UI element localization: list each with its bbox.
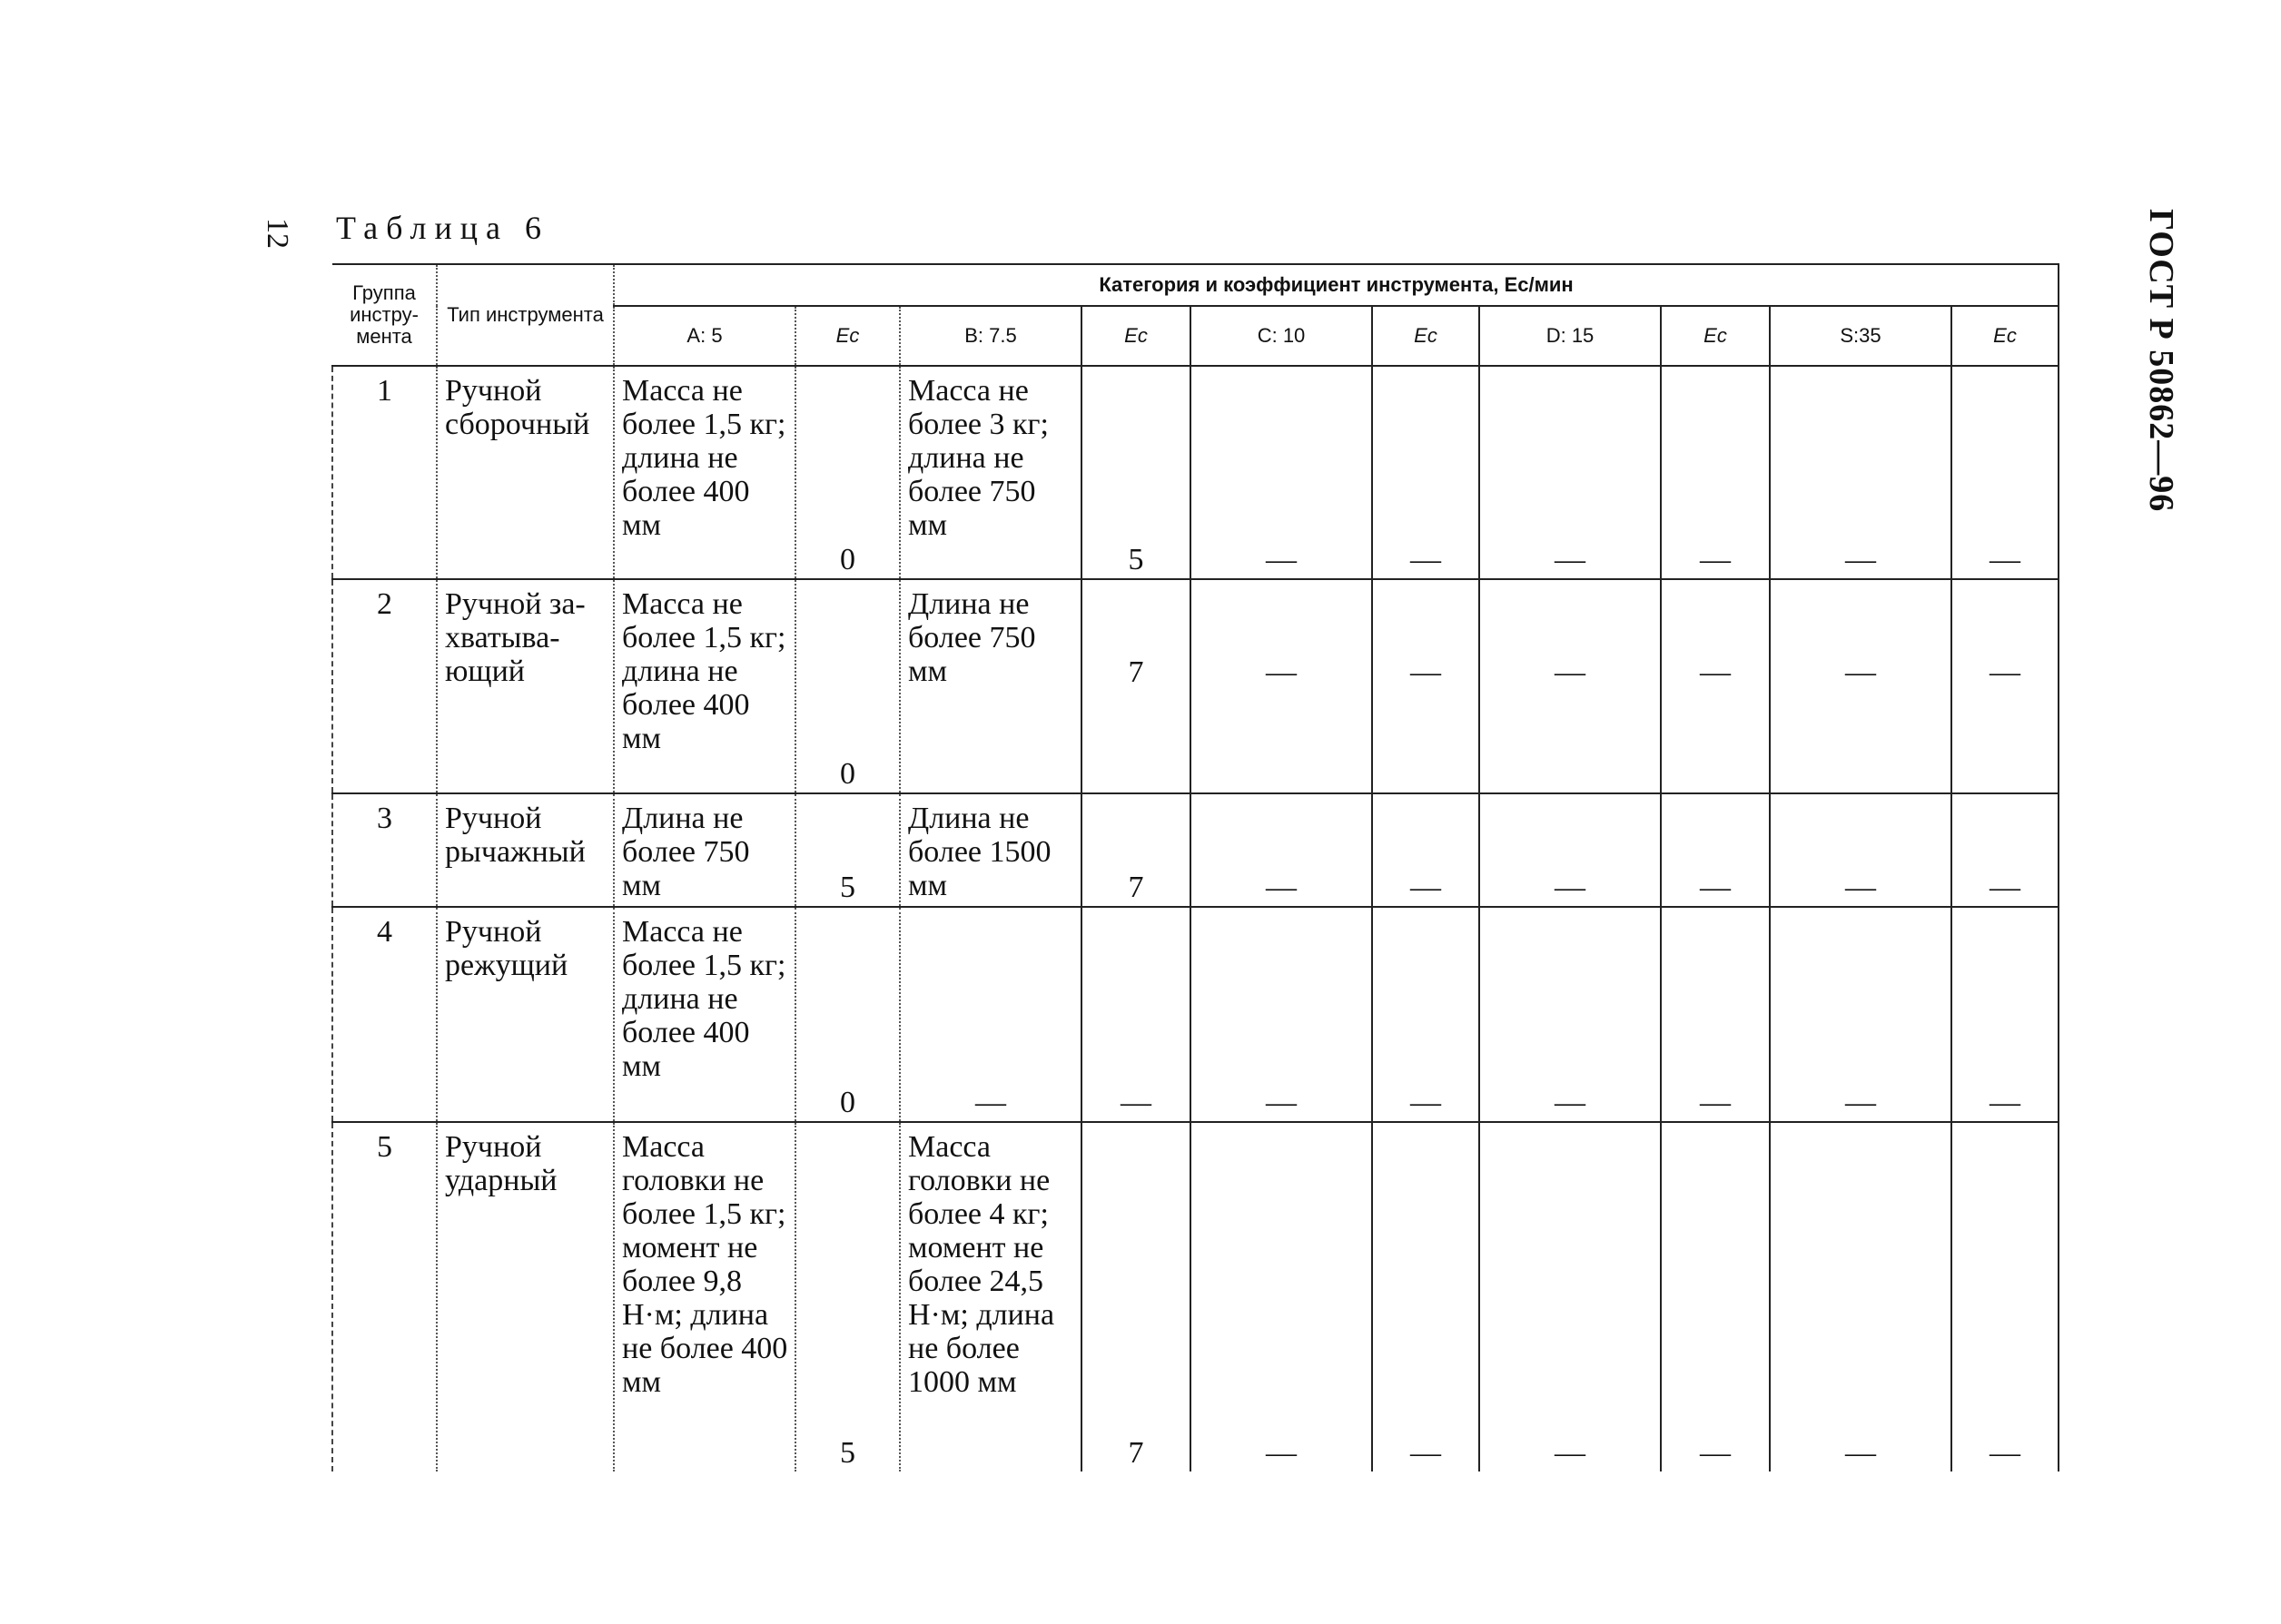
cell-coef-c: — <box>1372 907 1479 1122</box>
table-row <box>332 366 2059 579</box>
cell-coef-c: — <box>1372 1122 1479 1471</box>
cell-cat-s: — <box>1770 366 1951 579</box>
cell-coef-d: — <box>1661 1122 1770 1471</box>
cell-coef-b: 7 <box>1081 793 1190 907</box>
cell-coef-b: 7 <box>1081 579 1190 793</box>
document-code: ГОСТ Р 50862—96 <box>2142 209 2180 513</box>
cell-type: Ручной сборочный <box>437 366 614 579</box>
cell-cat-d: — <box>1479 1122 1661 1471</box>
cell-coef-b: 5 <box>1081 366 1190 579</box>
table-row <box>332 579 2059 793</box>
cell-coef-d: — <box>1661 579 1770 793</box>
cell-coef-s: — <box>1951 793 2059 907</box>
cell-coef-a: 0 <box>795 579 900 793</box>
header-cat-a: A: 5 <box>614 306 795 366</box>
header-group: Группа инстру-мента <box>332 264 437 366</box>
cell-group: 3 <box>332 793 437 907</box>
cell-cat-b: Длина не более 1500 мм <box>900 793 1081 907</box>
cell-cat-c: — <box>1190 366 1372 579</box>
tool-category-table <box>331 263 2059 1471</box>
cell-cat-s: — <box>1770 1122 1951 1471</box>
cell-cat-b: — <box>900 907 1081 1122</box>
cell-group: 1 <box>332 366 437 579</box>
header-cat-d: D: 15 <box>1479 306 1661 366</box>
cell-coef-b: — <box>1081 907 1190 1122</box>
cell-cat-s: — <box>1770 793 1951 907</box>
cell-cat-c: — <box>1190 1122 1372 1471</box>
cell-cat-b: Масса головки не более 4 кг; момент не более 24,5 Н·м; длина не более 1000 мм <box>900 1122 1081 1471</box>
cell-coef-s: — <box>1951 366 2059 579</box>
table-row <box>332 1122 2059 1471</box>
cell-cat-a: Масса головки не более 1,5 кг; момент не более 9,8 Н·м; длина не более 400 мм <box>614 1122 795 1471</box>
cell-coef-s: — <box>1951 579 2059 793</box>
cell-cat-s: — <box>1770 907 1951 1122</box>
cell-type: Ручной за-хватыва-ющий <box>437 579 614 793</box>
cell-cat-d: — <box>1479 907 1661 1122</box>
cell-cat-d: — <box>1479 579 1661 793</box>
page-number: 12 <box>261 218 294 249</box>
cell-group: 5 <box>332 1122 437 1471</box>
cell-group: 4 <box>332 907 437 1122</box>
header-coef-s: Eс <box>1951 306 2059 366</box>
cell-cat-b: Масса не более 3 кг; длина не более 750 мм <box>900 366 1081 579</box>
cell-coef-b: 7 <box>1081 1122 1190 1471</box>
header-coef-d: Eс <box>1661 306 1770 366</box>
table-row <box>332 793 2059 907</box>
cell-type: Ручной ударный <box>437 1122 614 1471</box>
table-row <box>332 907 2059 1122</box>
cell-cat-a: Масса не более 1,5 кг; длина не более 400 мм <box>614 907 795 1122</box>
cell-coef-d: — <box>1661 793 1770 907</box>
table-caption: Таблица 6 <box>336 210 549 246</box>
cell-coef-c: — <box>1372 366 1479 579</box>
cell-cat-a: Масса не более 1,5 кг; длина не более 400 мм <box>614 579 795 793</box>
cell-coef-s: — <box>1951 907 2059 1122</box>
cell-coef-c: — <box>1372 793 1479 907</box>
cell-coef-c: — <box>1372 579 1479 793</box>
cell-coef-a: 0 <box>795 366 900 579</box>
header-cat-s: S:35 <box>1770 306 1951 366</box>
cell-coef-s: — <box>1951 1122 2059 1471</box>
header-type: Тип инструмента <box>437 264 614 366</box>
header-coef-a: Eс <box>795 306 900 366</box>
cell-coef-d: — <box>1661 366 1770 579</box>
cell-coef-a: 5 <box>795 793 900 907</box>
cell-coef-d: — <box>1661 907 1770 1122</box>
header-coef-c: Eс <box>1372 306 1479 366</box>
cell-coef-a: 0 <box>795 907 900 1122</box>
cell-type: Ручной рычажный <box>437 793 614 907</box>
cell-type: Ручной режущий <box>437 907 614 1122</box>
cell-cat-c: — <box>1190 579 1372 793</box>
cell-cat-c: — <box>1190 907 1372 1122</box>
header-category-title: Категория и коэффициент инструмента, Eс/мин <box>614 264 2059 306</box>
cell-cat-c: — <box>1190 793 1372 907</box>
cell-cat-d: — <box>1479 793 1661 907</box>
cell-cat-a: Масса не более 1,5 кг; длина не более 400 мм <box>614 366 795 579</box>
header-coef-b: Eс <box>1081 306 1190 366</box>
cell-coef-a: 5 <box>795 1122 900 1471</box>
cell-group: 2 <box>332 579 437 793</box>
cell-cat-s: — <box>1770 579 1951 793</box>
cell-cat-b: Длина не более 750 мм <box>900 579 1081 793</box>
header-cat-c: C: 10 <box>1190 306 1372 366</box>
header-cat-b: B: 7.5 <box>900 306 1081 366</box>
cell-cat-d: — <box>1479 366 1661 579</box>
cell-cat-a: Длина не более 750 мм <box>614 793 795 907</box>
